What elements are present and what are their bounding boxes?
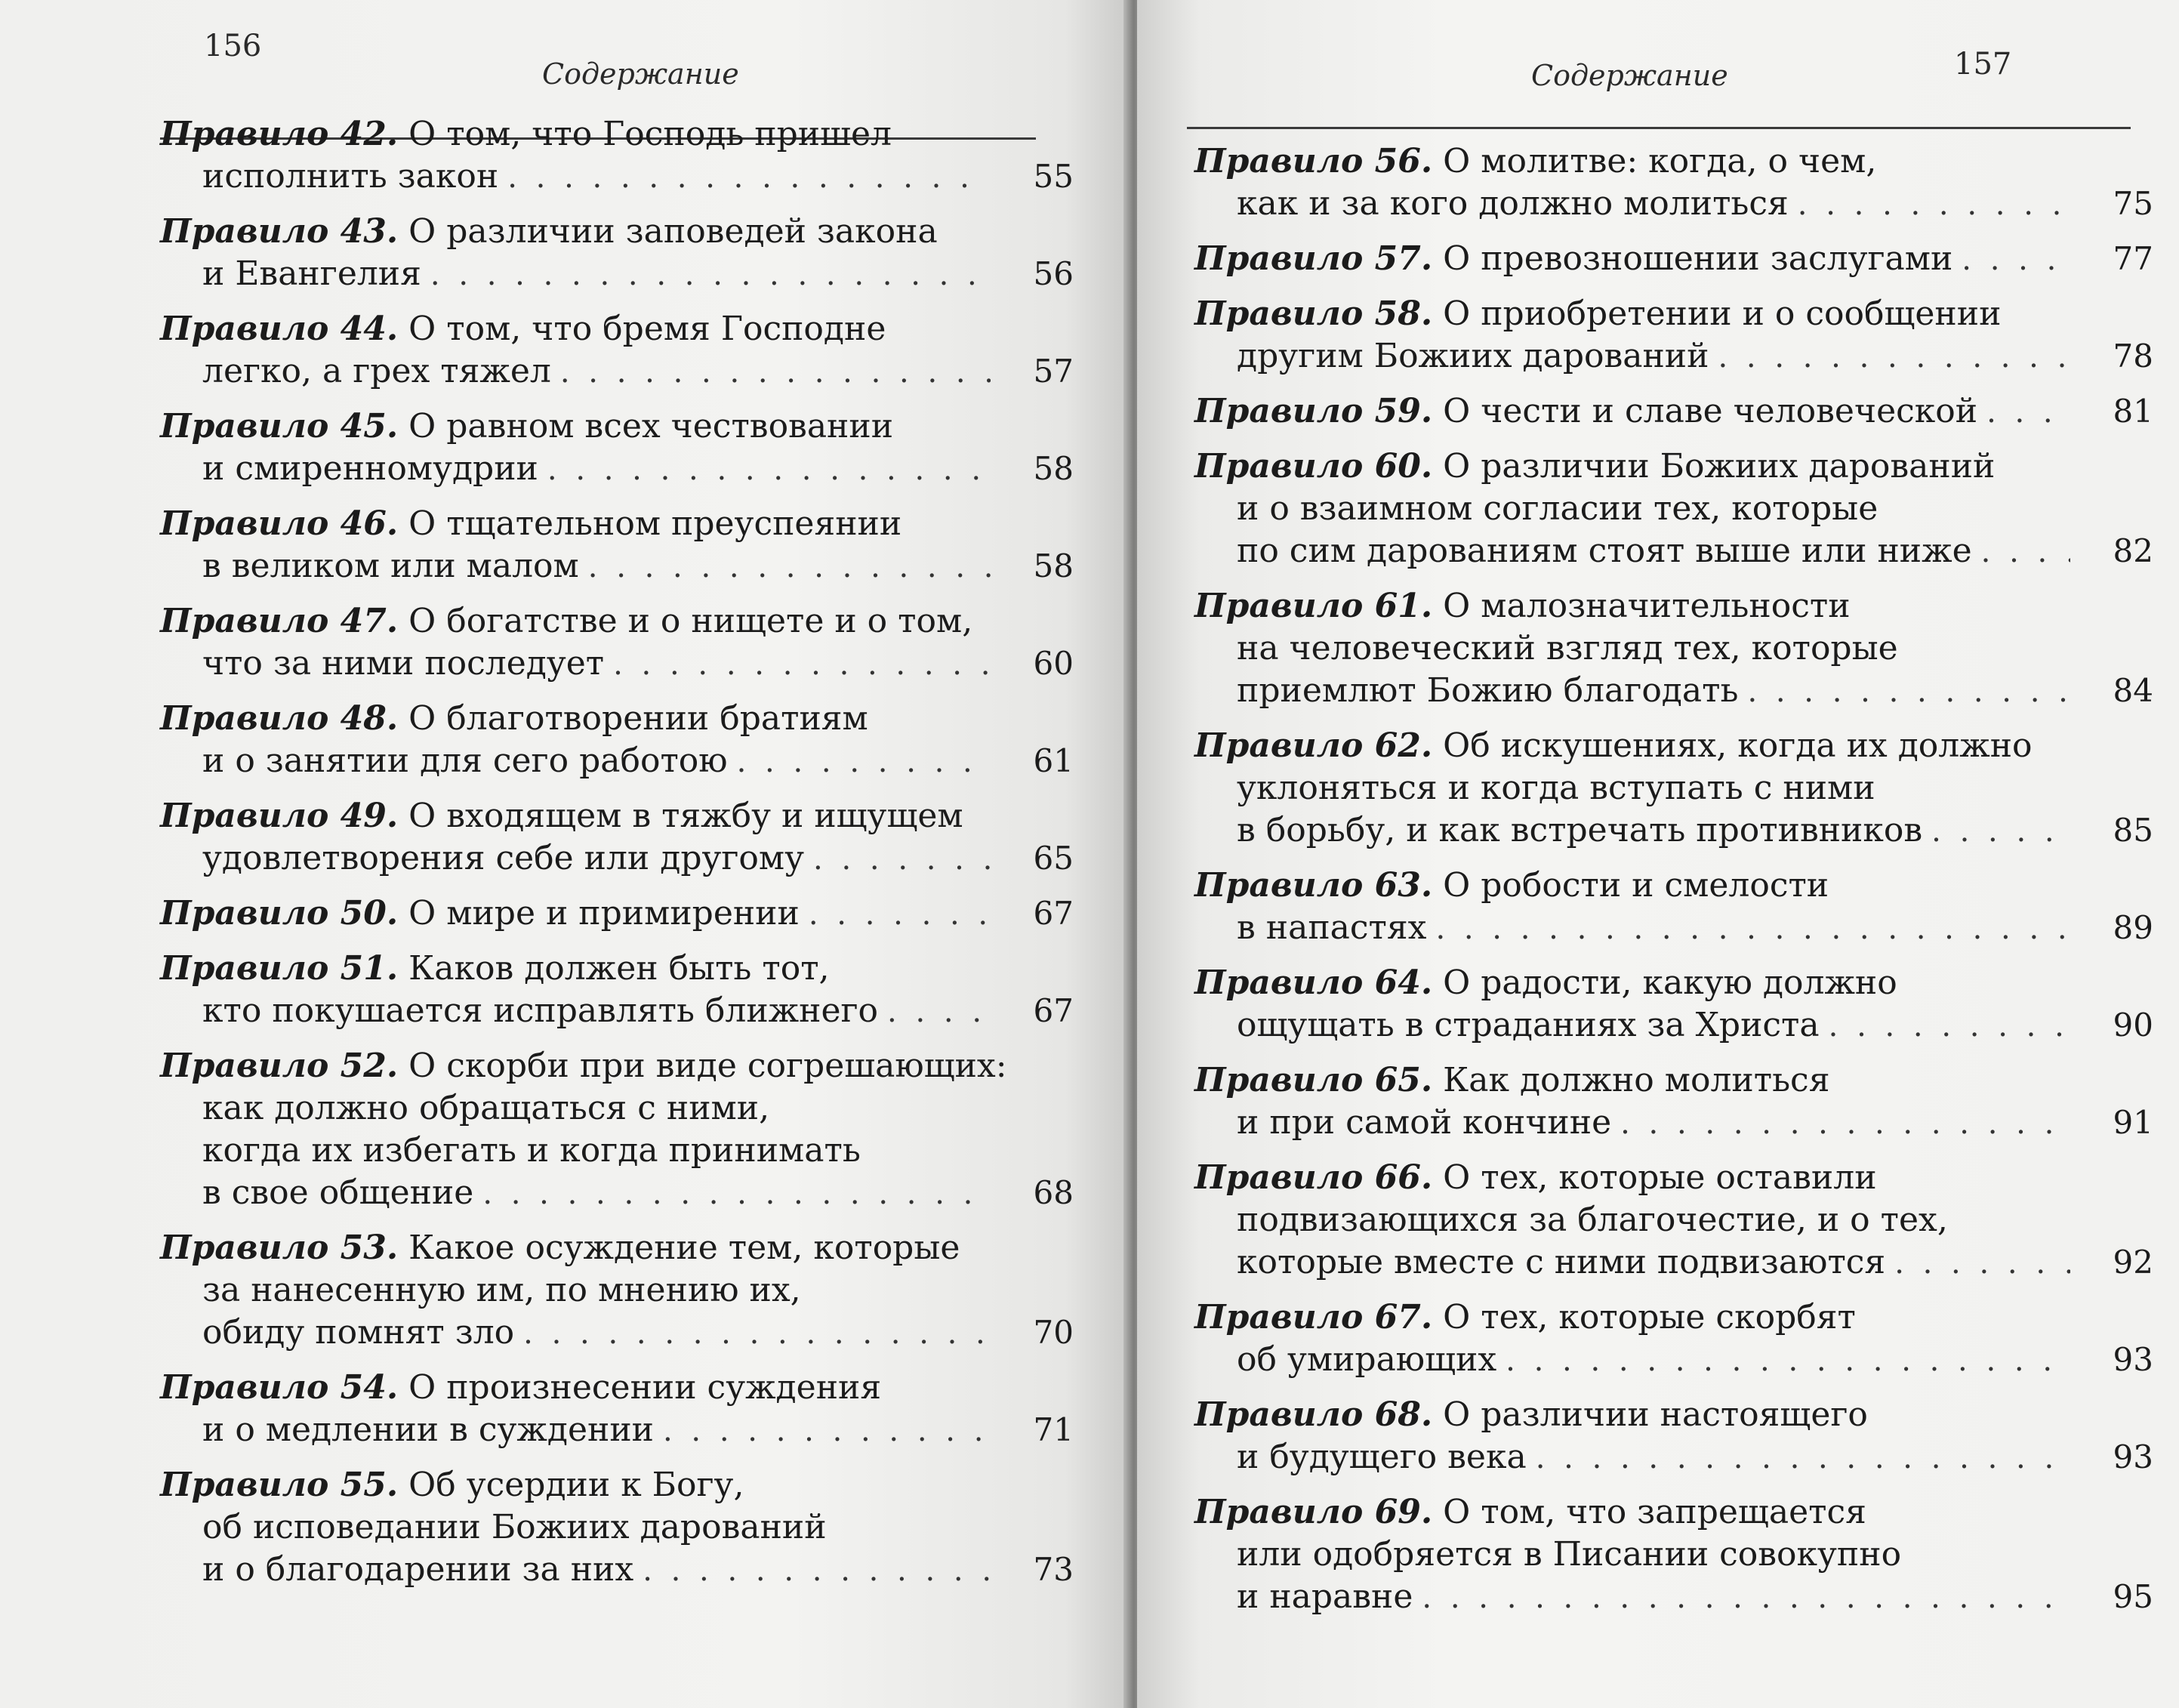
rule-number: 49.: [328, 797, 399, 835]
entry-page-number: 70: [1033, 1314, 1074, 1351]
dot-leader: [1986, 391, 2070, 433]
rule-label: Правило: [1194, 866, 1364, 905]
entry-title-text: О входящем в тяжбу и ищущем: [408, 797, 963, 835]
entry-page-number: 85: [2113, 812, 2153, 849]
entry-first-line: [1194, 390, 2153, 433]
dot-leader: [663, 1410, 991, 1452]
entry-line: [1194, 335, 2153, 378]
dot-leader: [1798, 183, 2070, 226]
toc-entry: [1194, 1394, 2153, 1479]
toc-entry: [160, 1464, 1074, 1592]
entry-title-text: подвизающихся за благочестие, и о тех,: [1237, 1201, 1948, 1239]
dot-leader: [813, 838, 991, 880]
dot-leader: [1506, 1340, 2070, 1382]
rule-label: Правило: [160, 1047, 329, 1085]
rule-label: Правило: [1194, 294, 1364, 333]
entry-line: [160, 156, 1074, 199]
entry-page-number: 57: [1033, 353, 1074, 390]
entry-page-number: 71: [1033, 1411, 1074, 1448]
entry-page-number: 68: [1033, 1174, 1074, 1211]
toc-entry: [1194, 293, 2153, 378]
entry-first-line: [160, 308, 1074, 350]
entry-line: [1194, 907, 2153, 950]
entry-title-text: О тех, которые оставили: [1443, 1158, 1877, 1197]
toc-entry: [1194, 445, 2153, 573]
entry-line: [160, 1130, 1074, 1172]
rule-label: Правило: [160, 1368, 329, 1407]
entry-page-number: 93: [2113, 1341, 2153, 1378]
entry-first-line: [160, 1045, 1074, 1087]
entry-page-number: 95: [2113, 1578, 2153, 1615]
entry-title-text: О мире и примирении: [408, 894, 800, 933]
entry-title-text: как должно обращаться с ними,: [202, 1089, 770, 1127]
entry-title-text: удовлетворения себе или другому: [202, 839, 805, 877]
entry-title-text: или одобряется в Писании совокупно: [1237, 1535, 1902, 1574]
entry-line: [160, 990, 1074, 1033]
entry-line: [160, 837, 1074, 880]
entry-line: [1194, 809, 2153, 852]
rule-label: Правило: [160, 1466, 329, 1504]
dot-leader: [643, 1549, 991, 1592]
entry-title-text: и о взаимном согласии тех, которые: [1237, 489, 1879, 528]
toc-entry: [160, 405, 1074, 491]
entry-page-number: 67: [1033, 895, 1074, 932]
rule-number: 54.: [328, 1368, 399, 1407]
toc-entry: [1194, 140, 2153, 226]
entry-page-number: 58: [1033, 547, 1074, 584]
rule-label: Правило: [160, 504, 329, 543]
entry-first-line: [1194, 1059, 2153, 1102]
entry-line: [160, 545, 1074, 588]
entry-line: [1194, 1102, 2153, 1145]
entry-page-number: 77: [2113, 240, 2153, 277]
dot-leader: [430, 254, 991, 296]
rule-label: Правило: [1194, 1061, 1364, 1099]
rule-label: Правило: [1194, 447, 1364, 486]
entry-first-line: [1194, 1491, 2153, 1534]
dot-leader: [560, 351, 991, 393]
entry-title-text: О богатстве и о нищете и о том,: [408, 602, 973, 640]
rule-number: 50.: [328, 894, 399, 933]
entry-line: [160, 1506, 1074, 1549]
entry-title-text: по сим дарованиям стоят выше или ниже: [1237, 532, 1972, 570]
entry-line: [1194, 183, 2153, 226]
page-number: 157: [1954, 47, 2012, 82]
entry-title-text: О том, что Господь пришел: [408, 115, 892, 153]
entry-title-text: О различии заповедей закона: [408, 212, 938, 251]
entry-line: [1194, 767, 2153, 809]
dot-leader: [523, 1312, 991, 1355]
entry-title-text: О благотворении братиям: [408, 699, 868, 738]
entry-first-line: [160, 600, 1074, 643]
entry-title-text: О произнесении суждения: [408, 1368, 882, 1407]
entry-line: [1194, 1199, 2153, 1241]
entry-title-text: Каков должен быть тот,: [408, 949, 830, 988]
toc-entry: [160, 600, 1074, 686]
dot-leader: [1981, 531, 2070, 573]
dot-leader: [1931, 810, 2070, 852]
entry-title-text: когда их избегать и когда принимать: [202, 1131, 861, 1170]
entry-title-text: и будущего века: [1237, 1438, 1527, 1476]
entry-line: [160, 1269, 1074, 1312]
entry-first-line: [1194, 1296, 2153, 1339]
entry-title-text: как и за кого должно молиться: [1237, 184, 1789, 223]
toc-entry: [160, 308, 1074, 393]
rule-number: 45.: [328, 407, 399, 445]
toc-entry: [160, 1367, 1074, 1452]
entry-title-text: О равном всех чествовании: [408, 407, 894, 445]
rule-number: 68.: [1363, 1395, 1433, 1434]
entry-line: [1194, 670, 2153, 713]
rule-label: Правило: [1194, 392, 1364, 430]
toc-entry: [160, 948, 1074, 1033]
rule-number: 52.: [328, 1047, 399, 1085]
entry-line: [1194, 488, 2153, 530]
entry-title-text: О различии Божиих дарований: [1443, 447, 1996, 486]
dot-leader: [1435, 908, 2070, 950]
rule-label: Правило: [160, 407, 329, 445]
entry-title-text: О тех, которые скорбят: [1443, 1298, 1856, 1336]
entry-first-line: [160, 1367, 1074, 1409]
rule-number: 46.: [328, 504, 399, 543]
entry-line: [1194, 1004, 2153, 1047]
toc-entry: [1194, 962, 2153, 1047]
rule-label: Правило: [160, 949, 329, 988]
entry-line: [1194, 1576, 2153, 1619]
rule-number: 44.: [328, 310, 399, 348]
entry-first-line: [1194, 445, 2153, 488]
entry-first-line: [160, 795, 1074, 837]
dot-leader: [613, 643, 991, 686]
entry-first-line: [1194, 865, 2153, 907]
entry-line: [160, 740, 1074, 783]
entry-page-number: 89: [2113, 909, 2153, 946]
rule-number: 59.: [1363, 392, 1433, 430]
rule-label: Правило: [1194, 1298, 1364, 1336]
rule-label: Правило: [1194, 1395, 1364, 1434]
header-rule: [1187, 127, 2131, 129]
entry-page-number: 61: [1033, 742, 1074, 779]
rule-number: 48.: [328, 699, 399, 738]
entry-first-line: [160, 1227, 1074, 1269]
entry-title-text: уклоняться и когда вступать с ними: [1237, 769, 1875, 807]
entry-first-line: [160, 948, 1074, 990]
toc-entry: [160, 1045, 1074, 1215]
toc-entry: [1194, 1296, 2153, 1382]
toc-entry: [160, 113, 1074, 199]
entry-title-text: в свое общение: [202, 1173, 474, 1212]
rule-label: Правило: [1194, 726, 1364, 765]
entry-page-number: 92: [2113, 1244, 2153, 1281]
entry-first-line: [1194, 962, 2153, 1004]
toc-entry: [160, 1227, 1074, 1355]
entry-title-text: в борьбу, и как встречать противников: [1237, 811, 1923, 849]
rule-number: 43.: [328, 212, 399, 251]
entry-title-text: за нанесенную им, по мнению их,: [202, 1271, 801, 1309]
entry-title-text: другим Божиих дарований: [1237, 337, 1709, 375]
rule-label: Правило: [1194, 142, 1364, 180]
entry-page-number: 78: [2113, 338, 2153, 375]
dot-leader: [1718, 336, 2070, 378]
entry-first-line: [160, 698, 1074, 740]
entry-title-text: О радости, какую должно: [1443, 963, 1897, 1002]
rule-label: Правило: [160, 894, 329, 933]
entry-line: [1194, 1436, 2153, 1479]
dot-leader: [547, 449, 991, 491]
rule-label: Правило: [160, 602, 329, 640]
entry-title-text: О робости и смелости: [1443, 866, 1829, 905]
entry-first-line: [160, 405, 1074, 448]
running-head: Содержание: [1531, 59, 1728, 92]
entry-page-number: 65: [1033, 840, 1074, 877]
entry-page-number: 81: [2113, 393, 2153, 430]
toc-entry: [1194, 585, 2153, 713]
entry-first-line: [160, 1464, 1074, 1506]
entry-title-text: об умирающих: [1237, 1340, 1497, 1379]
entry-title-text: О том, что бремя Господне: [408, 310, 886, 348]
toc-entry: [160, 503, 1074, 588]
dot-leader: [887, 991, 991, 1033]
entry-title-text: и о занятии для сего работою: [202, 741, 728, 780]
entry-title-text: Об искушениях, когда их должно: [1443, 726, 2033, 765]
entry-line: [1194, 627, 2153, 670]
entry-line: [1194, 1534, 2153, 1576]
rule-number: 60.: [1363, 447, 1433, 486]
entry-line: [160, 1172, 1074, 1215]
entry-title-text: О том, что запрещается: [1443, 1493, 1866, 1531]
dot-leader: [1536, 1437, 2070, 1479]
entry-first-line: [1194, 140, 2153, 183]
toc-entry: [160, 893, 1074, 936]
entry-title-text: и смиренномудрии: [202, 449, 538, 488]
entry-line: [1194, 1241, 2153, 1284]
rule-label: Правило: [1194, 587, 1364, 625]
rule-label: Правило: [160, 1229, 329, 1267]
rule-number: 61.: [1363, 587, 1433, 625]
rule-label: Правило: [160, 310, 329, 348]
entry-page-number: 84: [2113, 672, 2153, 709]
rule-label: Правило: [1194, 1158, 1364, 1197]
dot-leader: [482, 1173, 991, 1215]
entry-title-text: и Евангелия: [202, 254, 421, 293]
entry-first-line: [1194, 1157, 2153, 1199]
entry-page-number: 67: [1033, 992, 1074, 1029]
toc-entry: [1194, 725, 2153, 852]
entry-first-line: [1194, 1394, 2153, 1436]
toc-entry: [1194, 390, 2153, 433]
rule-number: 53.: [328, 1229, 399, 1267]
rule-label: Правило: [1194, 239, 1364, 278]
toc-entry: [160, 698, 1074, 783]
entry-page-number: 91: [2113, 1104, 2153, 1141]
entry-first-line: [160, 503, 1074, 545]
entry-first-line: [1194, 238, 2153, 281]
entry-line: [160, 1087, 1074, 1130]
entry-title-text: ощущать в страданиях за Христа: [1237, 1006, 1820, 1044]
rule-number: 56.: [1363, 142, 1433, 180]
rule-label: Правило: [1194, 963, 1364, 1002]
entry-title-text: Как должно молиться: [1443, 1061, 1830, 1099]
rule-number: 65.: [1363, 1061, 1433, 1099]
toc-entry: [1194, 1491, 2153, 1619]
rule-number: 47.: [328, 602, 399, 640]
entry-title-text: в великом или малом: [202, 547, 579, 585]
entry-page-number: 58: [1033, 450, 1074, 487]
entry-title-text: кто покушается исправлять ближнего: [202, 991, 879, 1030]
entry-first-line: [160, 211, 1074, 253]
entry-line: [160, 253, 1074, 296]
dot-leader: [1829, 1005, 2070, 1047]
rule-number: 55.: [328, 1466, 399, 1504]
entry-title-text: О молитве: когда, о чем,: [1443, 142, 1877, 180]
toc-entry: [1194, 865, 2153, 950]
entry-page-number: 82: [2113, 532, 2153, 569]
entry-line: [160, 1409, 1074, 1452]
toc-entry: [160, 211, 1074, 296]
entry-page-number: 73: [1033, 1551, 1074, 1588]
entry-title-text: О малозначительности: [1443, 587, 1851, 625]
rule-number: 69.: [1363, 1493, 1433, 1531]
entry-title-text: и при самой кончине: [1237, 1103, 1612, 1142]
toc-entry: [1194, 1157, 2153, 1284]
entry-title-text: исполнить закон: [202, 157, 499, 196]
rule-label: Правило: [160, 115, 329, 153]
entry-line: [160, 1312, 1074, 1355]
rule-number: 42.: [328, 115, 399, 153]
entry-title-text: об исповедании Божиих дарований: [202, 1508, 827, 1546]
entry-page-number: 93: [2113, 1438, 2153, 1475]
rule-number: 58.: [1363, 294, 1433, 333]
rule-number: 64.: [1363, 963, 1433, 1002]
entry-title-text: которые вместе с ними подвизаются: [1237, 1243, 1886, 1281]
rule-number: 66.: [1363, 1158, 1433, 1197]
entry-line: [160, 350, 1074, 393]
dot-leader: [1620, 1102, 2070, 1145]
entry-first-line: [1194, 293, 2153, 335]
entry-first-line: [160, 113, 1074, 156]
rule-label: Правило: [1194, 1493, 1364, 1531]
entry-page-number: 90: [2113, 1007, 2153, 1044]
dot-leader: [1422, 1577, 2070, 1619]
entry-first-line: [1194, 585, 2153, 627]
entry-line: [160, 643, 1074, 686]
entry-title-text: обиду помнят зло: [202, 1313, 515, 1352]
entry-title-text: легко, а грех тяжел: [202, 352, 551, 390]
toc-list: [160, 113, 1074, 1699]
dot-leader: [1962, 239, 2070, 281]
dot-leader: [588, 546, 991, 588]
entry-title-text: и о благодарении за них: [202, 1550, 634, 1589]
toc-entry: [160, 795, 1074, 880]
entry-page-number: 55: [1033, 158, 1074, 195]
entry-page-number: 75: [2113, 185, 2153, 222]
entry-title-text: О тщательном преуспеянии: [408, 504, 902, 543]
entry-title-text: О скорби при виде согрешающих:: [408, 1047, 1007, 1085]
entry-title-text: Об усердии к Богу,: [408, 1466, 744, 1504]
entry-title-text: О превозношении заслугами: [1443, 239, 1953, 278]
rule-number: 51.: [328, 949, 399, 988]
entry-line: [160, 448, 1074, 491]
entry-title-text: О различии настоящего: [1443, 1395, 1868, 1434]
entry-first-line: [160, 893, 1074, 936]
page-number: 156: [204, 29, 262, 63]
entry-title-text: на человеческий взгляд тех, которые: [1237, 629, 1898, 667]
rule-number: 67.: [1363, 1298, 1433, 1336]
entry-title-text: и о медлении в суждении: [202, 1410, 654, 1449]
entry-page-number: 56: [1033, 255, 1074, 292]
entry-title-text: приемлют Божию благодать: [1237, 671, 1739, 710]
rule-label: Правило: [160, 797, 329, 835]
dot-leader: [1747, 671, 2070, 713]
entry-first-line: [1194, 725, 2153, 767]
entry-title-text: в напастях: [1237, 908, 1427, 947]
entry-title-text: О приобретении и о сообщении: [1443, 294, 2002, 333]
rule-number: 63.: [1363, 866, 1433, 905]
rule-number: 57.: [1363, 239, 1433, 278]
dot-leader: [809, 893, 991, 936]
entry-title-text: О чести и славе человеческой: [1443, 392, 1978, 430]
dot-leader: [737, 741, 991, 783]
toc-entry: [1194, 1059, 2153, 1145]
entry-line: [1194, 530, 2153, 573]
entry-title-text: Какое осуждение тем, которые: [408, 1229, 960, 1267]
dot-leader: [507, 156, 991, 199]
rule-label: Правило: [160, 699, 329, 738]
dot-leader: [1894, 1242, 2070, 1284]
toc-list: [1194, 140, 2153, 1696]
toc-entry: [1194, 238, 2153, 281]
entry-page-number: 60: [1033, 645, 1074, 682]
rule-label: Правило: [160, 212, 329, 251]
entry-line: [1194, 1339, 2153, 1382]
running-head: Содержание: [542, 57, 739, 91]
entry-line: [160, 1549, 1074, 1592]
right-page: [1137, 0, 2179, 1708]
entry-title-text: что за ними последует: [202, 644, 605, 683]
rule-number: 62.: [1363, 726, 1433, 765]
entry-title-text: и наравне: [1237, 1577, 1413, 1616]
